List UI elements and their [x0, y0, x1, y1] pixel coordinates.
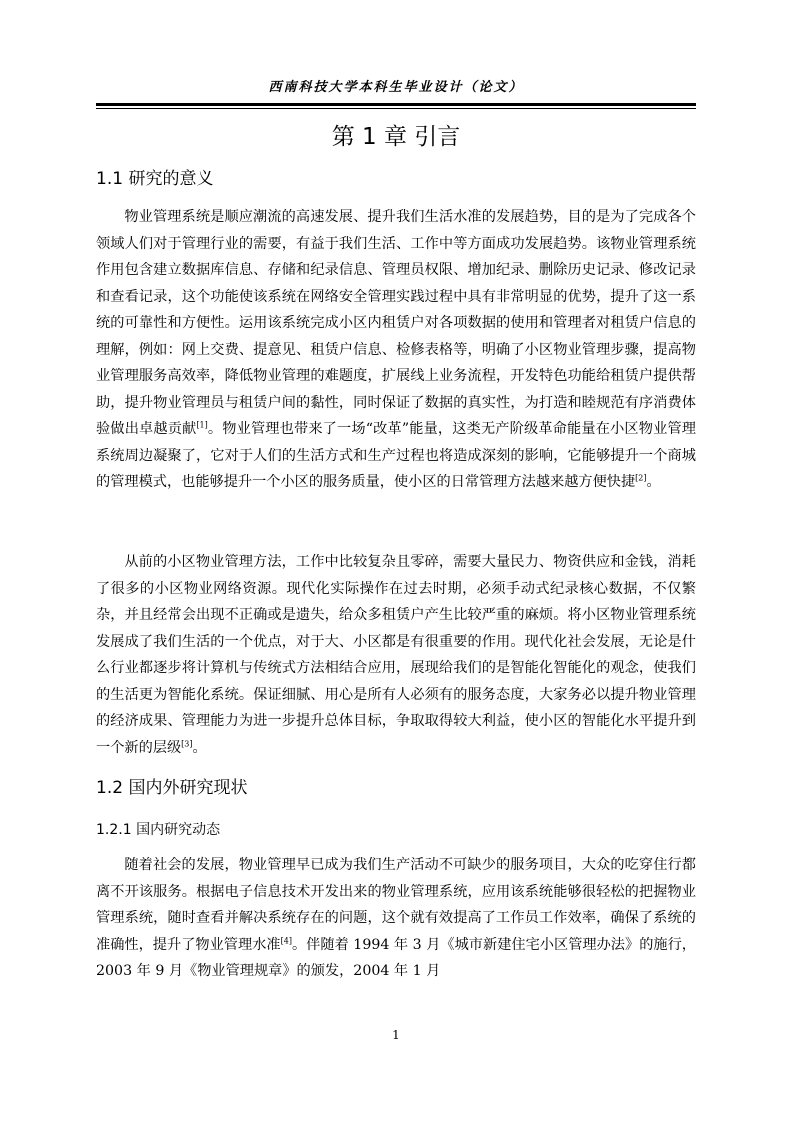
paragraph-domestic-research: 随着社会的发展，物业管理早已成为我们生产活动不可缺少的服务项目，大众的吃穿住行都离不开该服务。根据电子信息技术开发出来的物业管理系统，应用该系统能够很轻松的把握物业管理系统，随时查看并解决系统存在的问题，这个就有效提高了工作员工作效率，确保了系统的准确性，提升了物业管理水准[4]。伴随着 1994 年 3 月《城市新建住宅小区管理办法》的施行，2003 年 9 月《物业管理规章》的颁发，2004 年 1 月 [96, 857, 696, 979]
chapter-title: 第 1 章 引言 [331, 124, 461, 150]
section-heading-1-2: 1.2 国内外研究现状 [96, 778, 248, 798]
page-number: 1 [392, 1028, 400, 1042]
thesis-header: 西南科技大学本科生毕业设计（论文） [268, 80, 524, 95]
paragraph-significance-1: 物业管理系统是顺应潮流的高速发展、提升我们生活水准的发展趋势，目的是为了完成各个领域人们对于管理行业的需要，有益于我们生活、工作中等方面成功发展趋势。该物业管理系统作用包含建立数据库信息、存储和纪录信息、管理员权限、增加纪录、删除历史记录、修改记录和查看记录，这个功能使该系统在网络安全管理实践过程中具有非常明显的优势，提升了这一系统的可靠性和方便性。运用该系统完成小区内租赁户对各项数据的使用和管理者对租赁户信息的理解，例如：网上交费、提意见、租赁户信息、检修表格等，明确了小区物业管理步骤，提高物业管理服务高效率，降低物业管理的难题度，扩展线上业务流程，开发特色功能给租赁户提供帮助，提升物业管理员与租赁户间的黏性，同时保证了数据的真实性，为打造和睦规范有序消费体验做出卓越贡献[1]。物业管理也带来了一场“改革”能量，这类无产阶级革命能量在小区物业管理系统周边凝聚了，它对于人们的生活方式和生产过程也将造成深刻的影响，它能够提升一个商城的管理模式，也能够提升一个小区的服务质量，使小区的日常管理方法越来越方便快捷[2]。 [96, 209, 696, 490]
paragraph-significance-2: 从前的小区物业管理方法，工作中比较复杂且零碎，需要大量民力、物资供应和金钱，消耗了很多的小区物业网络资源。现代化实际操作在过去时期，必须手动式纪录核心数据，不仅繁杂，并且经常会出现不正确或是遗失，给众多租赁户产生比较严重的麻烦。将小区物业管理系统发展成了我们生活的一个优点，对于大、小区都是有很重要的作用。现代化社会发展，无论是什么行业都逐步将计算机与传统式方法相结合应用，展现给我们的是智能化智能化的观念，使我们的生活更为智能化系统。保证细腻、用心是所有人必须有的服务态度，大家务必以提升物业管理的经济成果、管理能力为进一步提升总体目标，争取取得较大利益，使小区的智能化水平提升到一个新的层级[3]。 [96, 554, 696, 756]
header-rule-thick [96, 103, 696, 106]
section-heading-1-1: 1.1 研究的意义 [96, 169, 214, 189]
subsection-heading-1-2-1: 1.2.1 国内研究动态 [96, 822, 221, 838]
header-rule-thin [96, 108, 696, 109]
